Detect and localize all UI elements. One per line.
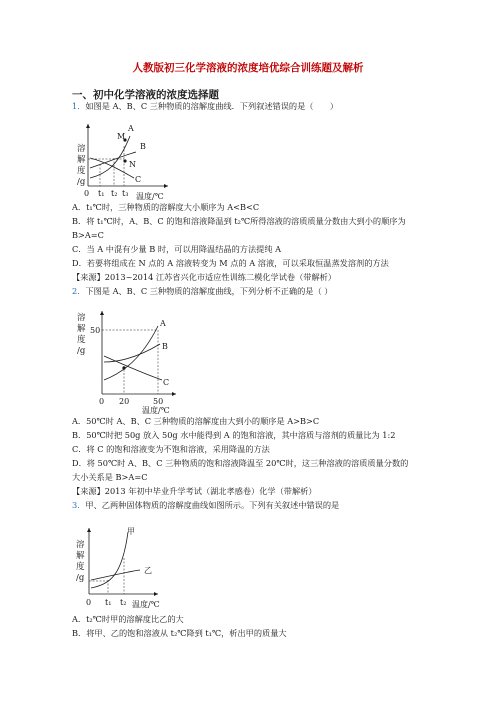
page-title: 人教版初三化学溶液的浓度培优综合训练题及解析	[132, 62, 364, 74]
question-1-stem: 1．如图是 A、B、C 三种物质的溶解度曲线．下列叙述错误的是（ ）	[72, 101, 339, 111]
q3-ylabel-2: 解	[76, 551, 85, 561]
q1-tick-t1: t₁	[98, 189, 105, 198]
q2-tick-50: 50	[153, 397, 164, 406]
q3-tick-t1: t₁	[105, 598, 112, 607]
q2-option-c: C．将 C 的饱和溶液变为不饱和溶液，采用降温的方法	[72, 444, 270, 454]
q3-option-a: A．t₂℃时甲的溶解度比乙的大	[72, 614, 184, 624]
q2-ylabel-2: 解	[77, 324, 86, 334]
q2-tick-0: 0	[99, 397, 105, 406]
question-2-figure	[72, 306, 192, 414]
q1-source: 【来源】2013~2014 江苏省兴化市适应性训练二模化学试卷（带解析）	[72, 272, 337, 282]
q1-tick-t3: t₃	[122, 189, 129, 198]
q1-option-b-cont: B>A=C	[72, 230, 104, 240]
q2-option-d: D．将 50℃时 A、B、C 三种物质的饱和溶液降温至 20℃时，这三种溶液的溶质质量分数的	[72, 458, 409, 468]
q1-tick-t2: t₂	[111, 189, 118, 198]
question-3-figure	[72, 524, 192, 612]
q3-label-yi: 乙	[144, 566, 152, 575]
question-2-number: 2．	[72, 286, 86, 296]
q2-ytick-50: 50	[90, 326, 101, 335]
q1-option-c: C．当 A 中混有少量 B 时，可以用降温结晶的方法提纯 A	[72, 244, 282, 254]
q3-tick-0: 0	[86, 598, 92, 607]
q1-option-d: D．若要将组成在 N 点的 A 溶液转变为 M 点的 A 溶液，可以采取恒温蒸发溶剂的方法	[72, 258, 389, 268]
q1-option-b: B．将 t₁℃时，A、B、C 的饱和溶液降温到 t₂℃所得溶液的溶质质量分数由大到小的顺序为	[72, 216, 406, 226]
q2-option-d-cont: 大小关系是 B>A=C	[72, 472, 148, 482]
q1-xlabel: 温度/℃	[136, 192, 164, 201]
q1-option-a: A．t₁℃时，三种物质的溶解度大小顺序为 A<B<C	[72, 202, 260, 212]
q3-label-jia: 甲	[127, 527, 135, 536]
q3-xlabel: 温度/℃	[132, 600, 160, 609]
question-2-stem: 2．下图是 A、B、C 三种物质的溶解度曲线，下列分析不正确的是（ ）	[72, 286, 333, 296]
q3-tick-t2: t₂	[120, 598, 127, 607]
q1-label-a: A	[128, 124, 134, 133]
q3-ylabel-1: 溶	[76, 540, 85, 550]
q2-label-c: C	[163, 378, 170, 387]
q2-ylabel-4: /g	[77, 346, 86, 356]
q2-option-a: A．50℃时 A、B、C 三种物质的溶解度由大到小的顺序是 A>B>C	[72, 416, 320, 426]
q2-tick-20: 20	[119, 397, 130, 406]
q2-label-b: B	[162, 342, 168, 351]
question-1-figure	[72, 116, 192, 200]
q1-ylabel-3: 度	[77, 166, 86, 176]
question-3-stem: 3．甲、乙两种固体物质的溶解度曲线如图所示。下列有关叙述中错误的是	[72, 500, 340, 510]
section-heading: 一、初中化学溶液的浓度选择题	[72, 89, 219, 101]
q3-ylabel-3: 度	[76, 562, 85, 572]
q2-xlabel: 温度/℃	[142, 406, 170, 415]
q1-label-c: C	[135, 175, 142, 184]
q3-ylabel-4: /g	[76, 573, 85, 583]
q2-source: 【来源】2013 年初中毕业升学考试（湖北孝感卷）化学（带解析）	[72, 486, 317, 496]
q1-label-n: N	[129, 160, 136, 169]
q2-label-a: A	[160, 319, 166, 328]
q2-ylabel-3: 度	[77, 335, 86, 345]
q1-ylabel-1: 溶	[77, 144, 86, 154]
q1-label-b: B	[140, 142, 146, 151]
q3-option-b: B．将甲、乙的饱和溶液从 t₂℃降到 t₁℃，析出甲的质量大	[72, 628, 287, 638]
q1-ylabel-4: /g	[77, 177, 86, 187]
q1-tick-0: 0	[84, 189, 90, 198]
q1-label-m: M	[117, 132, 126, 141]
question-1-number: 1．	[72, 101, 86, 111]
q2-ylabel-1: 溶	[77, 313, 86, 323]
q2-option-b: B．50℃时把 50g 放入 50g 水中能得到 A 的饱和溶液，其中溶质与溶剂的质量比为 1:2	[72, 430, 396, 440]
question-3-number: 3．	[72, 500, 86, 510]
q1-ylabel-2: 解	[77, 155, 86, 165]
